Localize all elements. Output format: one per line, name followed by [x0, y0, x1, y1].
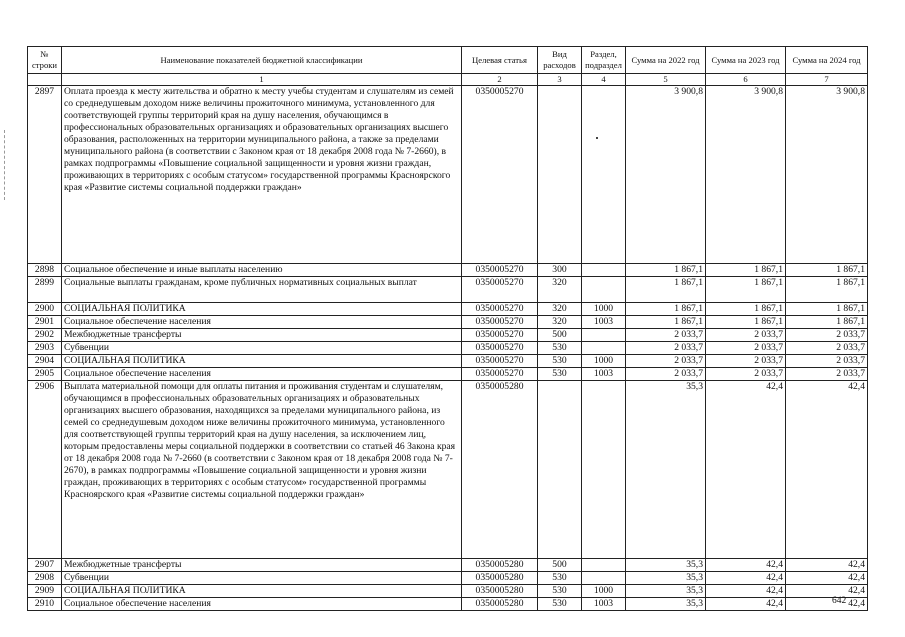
sum-2022: 2 033,7 — [626, 329, 706, 342]
target-article: 0350005280 — [462, 381, 538, 559]
sum-2023: 42,4 — [706, 572, 786, 585]
table-row — [28, 368, 868, 381]
target-article: 0350005270 — [462, 86, 538, 264]
row-number: 2909 — [28, 585, 62, 598]
table-row — [28, 86, 868, 264]
indicator-name: СОЦИАЛЬНАЯ ПОЛИТИКА — [62, 585, 462, 598]
section-code — [582, 264, 626, 277]
sum-2022: 2 033,7 — [626, 368, 706, 381]
sum-2024: 42,4 — [786, 381, 868, 559]
target-article: 0350005270 — [462, 329, 538, 342]
section-code: 1000 — [582, 585, 626, 598]
section-code — [582, 342, 626, 355]
target-article: 0350005280 — [462, 585, 538, 598]
section-code: 1003 — [582, 598, 626, 611]
section-code — [582, 559, 626, 572]
table-row — [28, 342, 868, 355]
section-code — [582, 86, 626, 264]
expense-kind: 500 — [538, 329, 582, 342]
sum-2024: 3 900,8 — [786, 86, 868, 264]
sum-2023: 2 033,7 — [706, 355, 786, 368]
table-row — [28, 329, 868, 342]
table-row — [28, 355, 868, 368]
table-row — [28, 572, 868, 585]
indicator-name: СОЦИАЛЬНАЯ ПОЛИТИКА — [62, 303, 462, 316]
expense-kind — [538, 86, 582, 264]
budget-table — [27, 46, 868, 611]
row-number: 2899 — [28, 277, 62, 303]
row-number: 2907 — [28, 559, 62, 572]
header-sum-2022: Сумма на 2022 год — [626, 47, 706, 74]
table-row — [28, 585, 868, 598]
row-number: 2898 — [28, 264, 62, 277]
table-row — [28, 381, 868, 559]
expense-kind: 320 — [538, 277, 582, 303]
row-number: 2906 — [28, 381, 62, 559]
expense-kind: 300 — [538, 264, 582, 277]
target-article: 0350005270 — [462, 303, 538, 316]
sum-2022: 1 867,1 — [626, 264, 706, 277]
header-indicator-name: Наименование показателей бюджетной классификации — [62, 47, 462, 74]
sum-2022: 3 900,8 — [626, 86, 706, 264]
expense-kind: 530 — [538, 572, 582, 585]
indicator-name: Социальное обеспечение населения — [62, 368, 462, 381]
sum-2024: 1 867,1 — [786, 303, 868, 316]
row-number: 2903 — [28, 342, 62, 355]
indicator-name: Выплата материальной помощи для оплаты питания и проживания студентам и слушателям, обучающимся в профессиональных образовательных организациях и образовательных организациях высшего образования, находящихся за пределами муниципального района, из семей со среднедушевым доходом ниже величины прожиточного минимума, установленного для соответствующей группы территорий края на душу населения, за исключением лиц, которым предоставлены меры социальной поддержки в соответствии со статьей 46 Закона края от 18 декабря 2008 года № 7-2660 (в соответствии с Законом края от 18 декабря 2008 года № 7-2670), в рамках подпрограммы «Повышение социальной защищенности и уровня жизни граждан, проживающих в территориях с особым статусом» государственной программы Красноярского края «Развитие системы социальной поддержки граждан» — [62, 381, 462, 559]
column-number-blank — [28, 74, 62, 86]
sum-2023: 3 900,8 — [706, 86, 786, 264]
section-code — [582, 329, 626, 342]
row-number: 2902 — [28, 329, 62, 342]
indicator-name: Межбюджетные трансферты — [62, 329, 462, 342]
target-article: 0350005270 — [462, 342, 538, 355]
sum-2023: 1 867,1 — [706, 303, 786, 316]
sum-2023: 2 033,7 — [706, 368, 786, 381]
sum-2024: 42,4 — [786, 572, 868, 585]
header-target-article: Целевая статья — [462, 47, 538, 74]
sum-2024: 2 033,7 — [786, 329, 868, 342]
column-number: 7 — [786, 74, 868, 86]
expense-kind — [538, 381, 582, 559]
table-body — [28, 86, 868, 611]
target-article: 0350005270 — [462, 277, 538, 303]
indicator-name: Социальные выплаты гражданам, кроме публичных нормативных социальных выплат — [62, 277, 462, 303]
section-code: 1003 — [582, 368, 626, 381]
sum-2023: 42,4 — [706, 381, 786, 559]
column-number: 2 — [462, 74, 538, 86]
table-header-row — [28, 47, 868, 74]
sum-2024: 1 867,1 — [786, 316, 868, 329]
section-code — [582, 572, 626, 585]
expense-kind: 500 — [538, 559, 582, 572]
sum-2024: 42,4 — [786, 559, 868, 572]
expense-kind: 320 — [538, 303, 582, 316]
table-row — [28, 277, 868, 303]
sum-2024: 1 867,1 — [786, 277, 868, 303]
section-code — [582, 381, 626, 559]
section-code: 1000 — [582, 355, 626, 368]
sum-2024: 42,4 — [786, 585, 868, 598]
table-row — [28, 316, 868, 329]
column-number: 5 — [626, 74, 706, 86]
sum-2022: 1 867,1 — [626, 277, 706, 303]
target-article: 0350005280 — [462, 572, 538, 585]
table-row — [28, 598, 868, 611]
section-code: 1003 — [582, 316, 626, 329]
sum-2024: 42,4 — [786, 598, 868, 611]
sum-2022: 1 867,1 — [626, 316, 706, 329]
section-code — [582, 277, 626, 303]
column-number: 3 — [538, 74, 582, 86]
expense-kind: 530 — [538, 368, 582, 381]
column-number-row — [28, 74, 868, 86]
indicator-name: Социальное обеспечение и иные выплаты населению — [62, 264, 462, 277]
indicator-name: Субвенции — [62, 572, 462, 585]
target-article: 0350005280 — [462, 598, 538, 611]
header-row-number: № строки — [28, 47, 62, 74]
expense-kind: 320 — [538, 316, 582, 329]
scan-margin-mark — [4, 130, 6, 200]
expense-kind: 530 — [538, 598, 582, 611]
table-row — [28, 559, 868, 572]
row-number: 2910 — [28, 598, 62, 611]
sum-2024: 2 033,7 — [786, 368, 868, 381]
indicator-name: Социальное обеспечение населения — [62, 316, 462, 329]
row-number: 2904 — [28, 355, 62, 368]
page-number: 642 — [832, 596, 847, 606]
sum-2023: 2 033,7 — [706, 342, 786, 355]
target-article: 0350005280 — [462, 559, 538, 572]
sum-2024: 2 033,7 — [786, 342, 868, 355]
section-code: 1000 — [582, 303, 626, 316]
sum-2022: 35,3 — [626, 585, 706, 598]
sum-2023: 42,4 — [706, 585, 786, 598]
sum-2023: 1 867,1 — [706, 316, 786, 329]
header-sum-2024: Сумма на 2024 год — [786, 47, 868, 74]
sum-2024: 1 867,1 — [786, 264, 868, 277]
column-number: 6 — [706, 74, 786, 86]
column-number: 1 — [62, 74, 462, 86]
target-article: 0350005270 — [462, 316, 538, 329]
column-number: 4 — [582, 74, 626, 86]
sum-2022: 1 867,1 — [626, 303, 706, 316]
sum-2023: 42,4 — [706, 559, 786, 572]
expense-kind: 530 — [538, 585, 582, 598]
row-number: 2905 — [28, 368, 62, 381]
indicator-name: СОЦИАЛЬНАЯ ПОЛИТИКА — [62, 355, 462, 368]
indicator-name: Субвенции — [62, 342, 462, 355]
table-row — [28, 303, 868, 316]
sum-2023: 2 033,7 — [706, 329, 786, 342]
target-article: 0350005270 — [462, 264, 538, 277]
row-number: 2908 — [28, 572, 62, 585]
sum-2023: 42,4 — [706, 598, 786, 611]
table-row — [28, 264, 868, 277]
target-article: 0350005270 — [462, 368, 538, 381]
sum-2022: 2 033,7 — [626, 342, 706, 355]
sum-2022: 35,3 — [626, 381, 706, 559]
indicator-name: Оплата проезда к месту жительства и обратно к месту учебы студентам и слушателям из семей со среднедушевым доходом ниже величины прожиточного минимума, установленного для соответствующей группы территорий края на душу населения, обучающимся в профессиональных образовательных организациях и образовательных организациях высшего образования, расположенных на территории муниципального района, а также за пределами муниципального района (в соответствии с Законом края от 18 декабря 2008 года № 7-2660), в рамках подпрограммы «Повышение социальной защищенности и уровня жизни граждан, проживающих в территориях с особым статусом» государственной программы Красноярского края «Развитие системы социальной поддержки граждан» — [62, 86, 462, 264]
header-sum-2023: Сумма на 2023 год — [706, 47, 786, 74]
expense-kind: 530 — [538, 355, 582, 368]
header-section: Раздел, подраздел — [582, 47, 626, 74]
sum-2023: 1 867,1 — [706, 277, 786, 303]
sum-2022: 35,3 — [626, 559, 706, 572]
sum-2024: 2 033,7 — [786, 355, 868, 368]
header-expense-kind: Вид расходов — [538, 47, 582, 74]
indicator-name: Социальное обеспечение населения — [62, 598, 462, 611]
sum-2022: 2 033,7 — [626, 355, 706, 368]
row-number: 2900 — [28, 303, 62, 316]
target-article: 0350005270 — [462, 355, 538, 368]
indicator-name: Межбюджетные трансферты — [62, 559, 462, 572]
sum-2022: 35,3 — [626, 572, 706, 585]
row-number: 2901 — [28, 316, 62, 329]
sum-2022: 35,3 — [626, 598, 706, 611]
expense-kind: 530 — [538, 342, 582, 355]
row-number: 2897 — [28, 86, 62, 264]
sum-2023: 1 867,1 — [706, 264, 786, 277]
